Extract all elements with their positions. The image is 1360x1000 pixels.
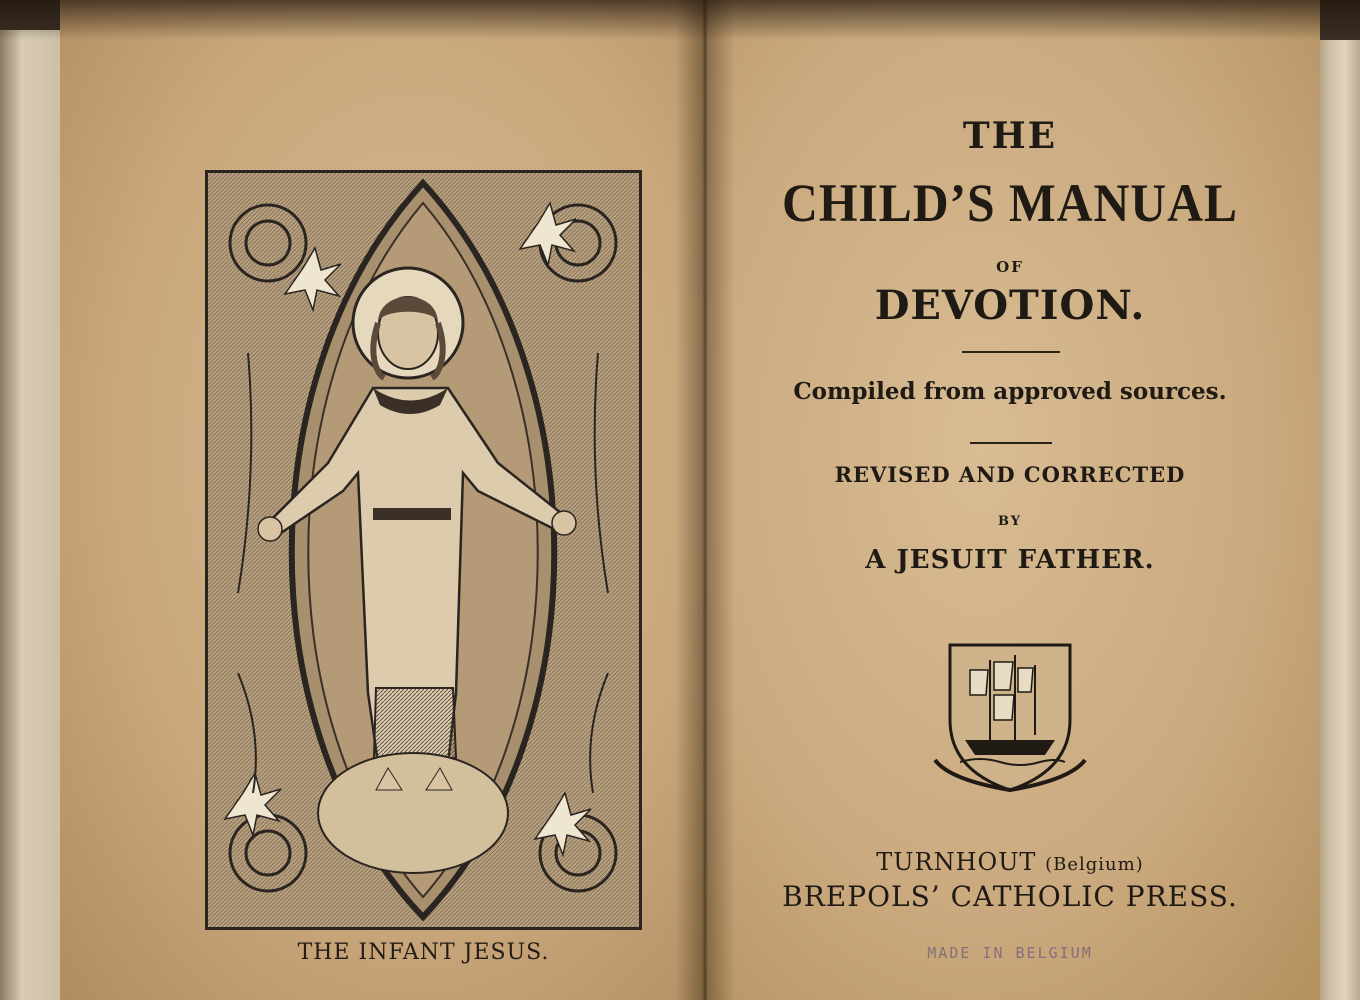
engraving-illustration xyxy=(208,173,639,927)
book-subtitle: DEVOTION. xyxy=(874,282,1146,329)
compiled-line: Compiled from approved sources. xyxy=(793,378,1227,405)
top-shadow xyxy=(0,0,1360,40)
printers-mark-ship-icon xyxy=(930,640,1090,800)
publisher-country: (Belgium) xyxy=(1045,854,1144,875)
book-gutter xyxy=(675,0,735,1000)
publisher-name: BREPOLS’ CATHOLIC PRESS. xyxy=(782,880,1238,913)
title-line-the: THE xyxy=(962,115,1058,157)
divider-rule xyxy=(970,442,1052,444)
divider-rule xyxy=(962,351,1060,353)
publisher-place xyxy=(740,848,1280,876)
title-line-of: OF xyxy=(996,258,1024,276)
publisher-city: TURNHOUT xyxy=(876,848,1037,876)
by-line: BY xyxy=(997,514,1023,529)
infant-jesus-engraving xyxy=(205,170,642,930)
book-title: CHILD’S MANUAL xyxy=(782,173,1238,233)
made-in-stamp: MADE IN BELGIUM xyxy=(927,944,1093,962)
engraving-caption: THE INFANT JESUS. xyxy=(297,940,550,965)
author-line: A JESUIT FATHER. xyxy=(865,545,1155,575)
revised-line: REVISED AND CORRECTED xyxy=(834,462,1186,487)
